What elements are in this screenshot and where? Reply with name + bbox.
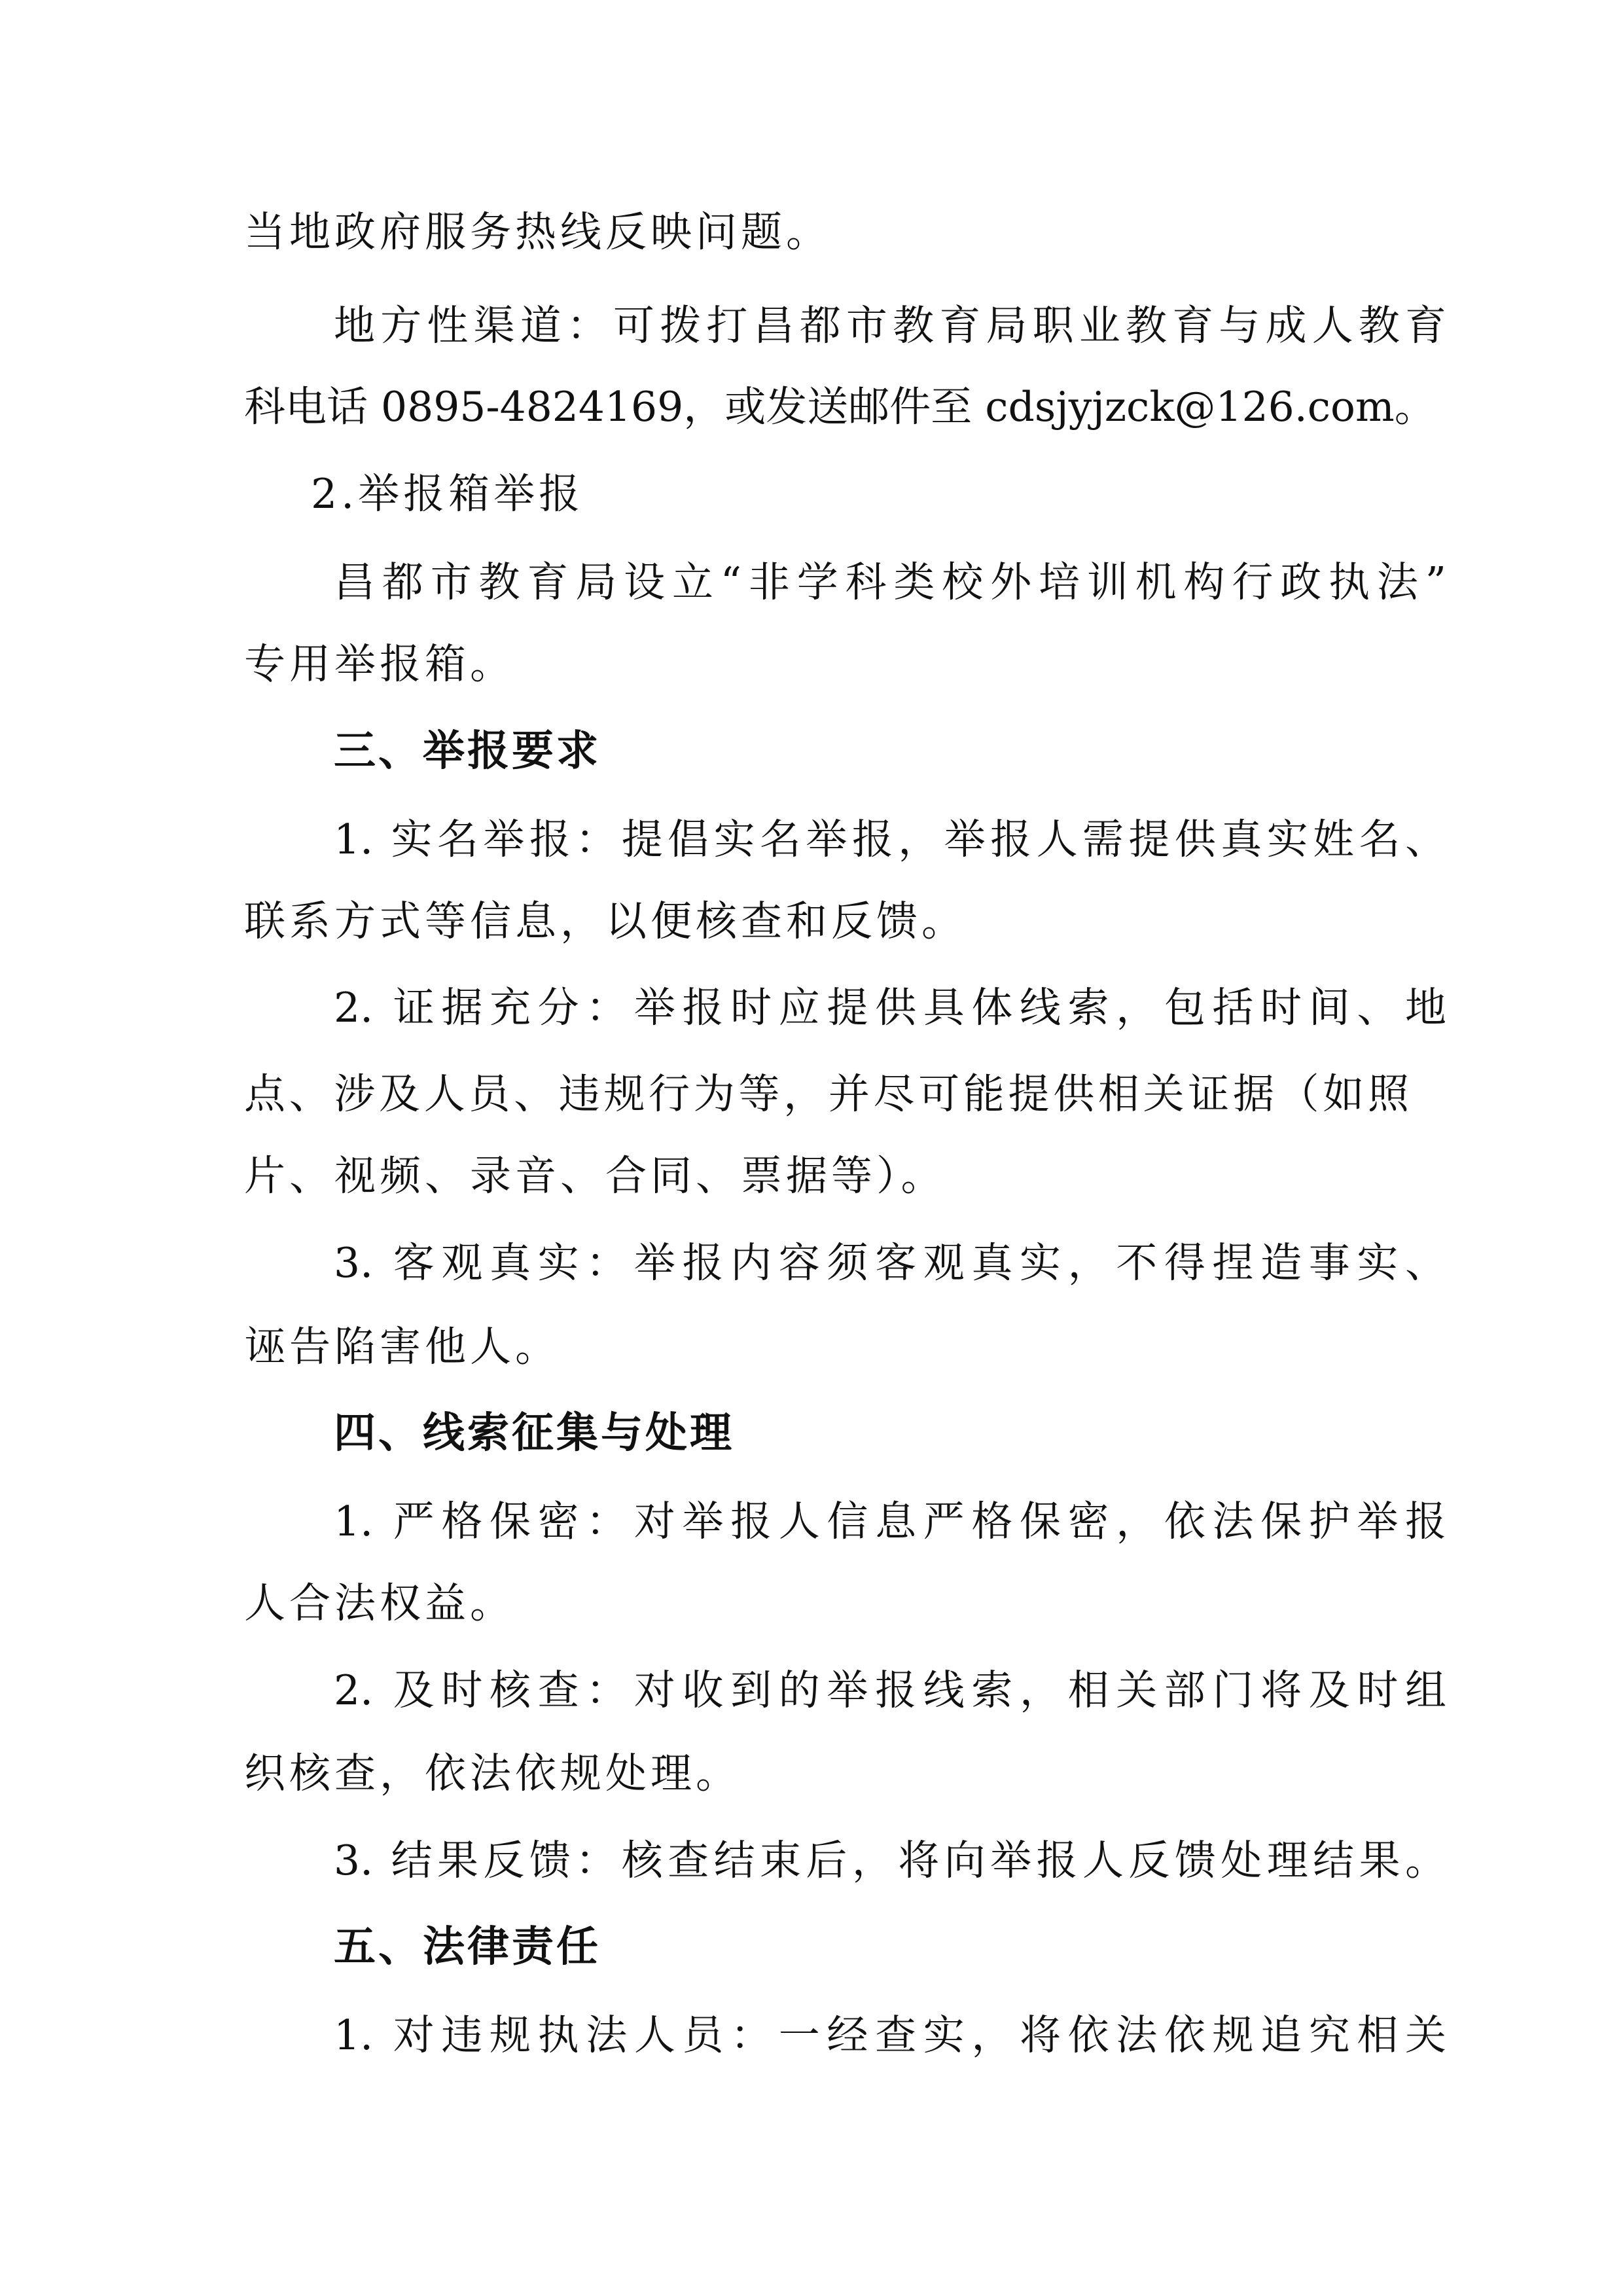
- paragraph-line: 2. 证据充分：举报时应提供具体线索，包括时间、地: [334, 984, 1446, 1031]
- subsection-title: 2.举报箱举报: [311, 470, 584, 518]
- paragraph-line: 联系方式等信息，以便核查和反馈。: [244, 897, 967, 945]
- paragraph-line: 点、涉及人员、违规行为等，并尽可能提供相关证据（如照: [244, 1070, 1409, 1118]
- section-heading: 五、法律责任: [334, 1923, 601, 1971]
- paragraph-line: 人合法权益。: [244, 1579, 515, 1627]
- paragraph-line: 片、视频、录音、合同、票据等）。: [244, 1152, 946, 1200]
- paragraph-line: 专用举报箱。: [244, 640, 515, 688]
- paragraph-line: 地方性渠道：可拨打昌都市教育局职业教育与成人教育: [334, 302, 1446, 350]
- paragraph-line: 当地政府服务热线反映问题。: [244, 208, 831, 256]
- paragraph-line: 3. 结果反馈：核查结束后，将向举报人反馈处理结果。: [334, 1837, 1446, 1884]
- paragraph-line: 1. 对违规执法人员：一经查实，将依法依规追究相关: [334, 2011, 1446, 2059]
- section-heading: 三、举报要求: [334, 727, 601, 776]
- section-heading: 四、线索征集与处理: [334, 1409, 734, 1458]
- paragraph-line: 3. 客观真实：举报内容须客观真实，不得捏造事实、: [334, 1239, 1446, 1287]
- paragraph-line: 昌都市教育局设立“非学科类校外培训机构行政执法”: [334, 558, 1446, 606]
- paragraph-line: 科电话 0895-4824169，或发送邮件至 cdsjyjzck@126.com。: [244, 383, 1436, 431]
- paragraph-line: 织核查，依法依规处理。: [244, 1749, 741, 1797]
- paragraph-line: 诬告陷害他人。: [244, 1323, 560, 1371]
- paragraph-line: 1. 实名举报：提倡实名举报，举报人需提供真实姓名、: [334, 816, 1446, 863]
- paragraph-line: 1. 严格保密：对举报人信息严格保密，依法保护举报: [334, 1498, 1446, 1545]
- paragraph-line: 2. 及时核查：对收到的举报线索，相关部门将及时组: [334, 1666, 1446, 1714]
